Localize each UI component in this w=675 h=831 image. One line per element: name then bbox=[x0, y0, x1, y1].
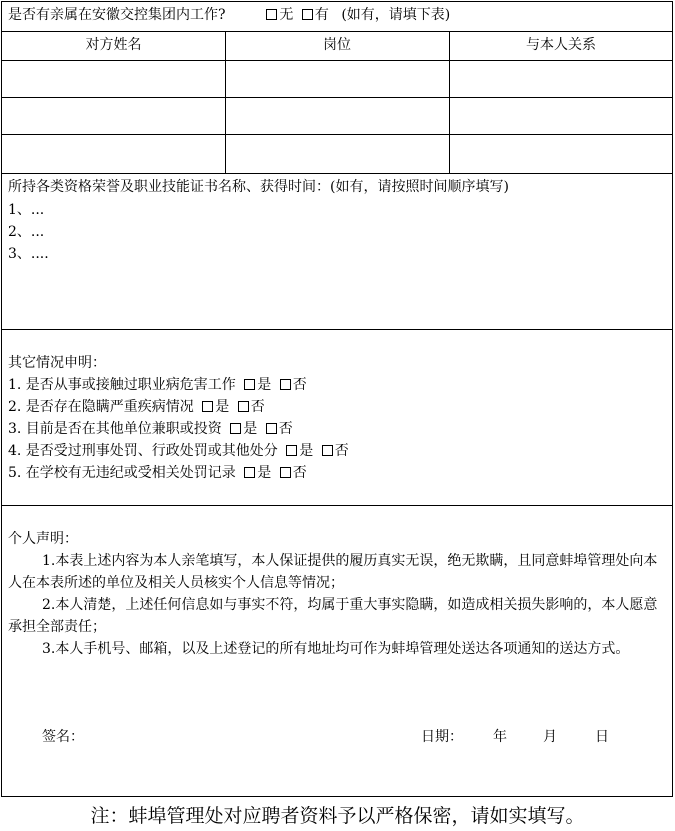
relative-3-relationship-cell[interactable] bbox=[451, 135, 672, 172]
relatives-question: 是否有亲属在安徽交控集团内工作? bbox=[8, 7, 226, 23]
signature-label: 签名： bbox=[42, 729, 84, 745]
statement-1-no-checkbox[interactable] bbox=[280, 379, 291, 390]
declaration-paragraph-3: 3.本人手机号、邮箱，以及上述登记的所有地址均可作为蚌埠管理处送达各项通知的送达方式。 bbox=[42, 641, 630, 657]
date-day-label: 日 bbox=[595, 729, 609, 745]
statement-4-no-checkbox[interactable] bbox=[322, 445, 333, 456]
header-position: 岗位 bbox=[323, 37, 351, 53]
certificate-item-3: 3、.... bbox=[8, 246, 49, 262]
date-year-label: 年 bbox=[493, 729, 507, 745]
statement-5-no-checkbox[interactable] bbox=[280, 467, 291, 478]
statement-5-yes-checkbox[interactable] bbox=[244, 467, 255, 478]
statement-5-text: 5. 在学校有无违纪或受相关处罚记录 bbox=[8, 465, 236, 481]
statement-4-text: 4. 是否受过刑事处罚、行政处罚或其他处分 bbox=[8, 443, 278, 459]
declaration-title: 个人声明： bbox=[8, 531, 78, 547]
relative-2-position-cell[interactable] bbox=[227, 98, 448, 133]
option-none-label: 无 bbox=[279, 7, 294, 23]
footer-note: 注：蚌埠管理处对应聘者资料予以严格保密，请如实填写。 bbox=[90, 805, 585, 827]
other-statements-title: 其它情况申明： bbox=[8, 355, 106, 371]
relative-2-name-cell[interactable] bbox=[3, 98, 224, 133]
statement-4-yes-checkbox[interactable] bbox=[286, 445, 297, 456]
certificates-title: 所持各类资格荣誉及职业技能证书名称、获得时间：(如有，请按照时间顺序填写) bbox=[8, 179, 509, 195]
relative-3-name-cell[interactable] bbox=[3, 135, 224, 172]
yes-label: 是 bbox=[215, 399, 230, 415]
relative-3-position-cell[interactable] bbox=[227, 135, 448, 172]
relative-1-name-cell[interactable] bbox=[3, 61, 224, 96]
certificate-item-1: 1、... bbox=[8, 202, 45, 218]
statement-3-yes-checkbox[interactable] bbox=[230, 423, 241, 434]
statement-1-text: 1. 是否从事或接触过职业病危害工作 bbox=[8, 377, 236, 393]
statement-row-1 bbox=[8, 376, 307, 394]
yes-label: 是 bbox=[243, 421, 258, 437]
statement-row-5 bbox=[8, 464, 307, 482]
no-label: 否 bbox=[292, 465, 307, 481]
checkbox-none[interactable] bbox=[266, 9, 277, 20]
relative-1-relationship-cell[interactable] bbox=[451, 61, 672, 96]
no-label: 否 bbox=[292, 377, 307, 393]
signature-field[interactable] bbox=[92, 724, 392, 750]
relative-1-position-cell[interactable] bbox=[227, 61, 448, 96]
rule bbox=[2, 173, 672, 174]
declaration-paragraph-1: 1.本表上述内容为本人亲笔填写，本人保证提供的履历真实无误，绝无欺瞒，且同意蚌埠管理处向本人在本表所述的单位及相关人员核实个人信息等情况； bbox=[8, 553, 658, 591]
statement-row-3 bbox=[8, 420, 293, 438]
date-label: 日期： bbox=[421, 729, 463, 745]
declaration-paragraph-2: 2.本人清楚，上述任何信息如与事实不符，均属于重大事实隐瞒，如造成相关损失影响的，本人愿意承担全部责任； bbox=[8, 597, 658, 635]
no-label: 否 bbox=[334, 443, 349, 459]
relatives-question-row bbox=[8, 6, 450, 24]
statement-3-text: 3. 目前是否在其他单位兼职或投资 bbox=[8, 421, 222, 437]
statement-3-no-checkbox[interactable] bbox=[266, 423, 277, 434]
statement-2-yes-checkbox[interactable] bbox=[202, 401, 213, 412]
date-month-label: 月 bbox=[543, 729, 557, 745]
no-label: 否 bbox=[250, 399, 265, 415]
statement-row-2 bbox=[8, 398, 265, 416]
rule bbox=[2, 329, 672, 330]
certificate-item-2: 2、... bbox=[8, 224, 45, 240]
checkbox-yes[interactable] bbox=[302, 9, 313, 20]
yes-label: 是 bbox=[257, 465, 272, 481]
statement-1-yes-checkbox[interactable] bbox=[244, 379, 255, 390]
no-label: 否 bbox=[278, 421, 293, 437]
statement-row-4 bbox=[8, 442, 349, 460]
option-yes-label: 有 bbox=[314, 7, 329, 23]
statement-2-text: 2. 是否存在隐瞒严重疾病情况 bbox=[8, 399, 194, 415]
yes-label: 是 bbox=[257, 377, 272, 393]
header-relationship: 与本人关系 bbox=[526, 37, 596, 53]
header-name: 对方姓名 bbox=[85, 37, 142, 53]
yes-label: 是 bbox=[299, 443, 314, 459]
application-form-sheet bbox=[1, 1, 673, 797]
statement-2-no-checkbox[interactable] bbox=[238, 401, 249, 412]
relative-2-relationship-cell[interactable] bbox=[451, 98, 672, 133]
relatives-hint: (如有，请填下表) bbox=[341, 7, 451, 23]
rule bbox=[2, 505, 672, 506]
